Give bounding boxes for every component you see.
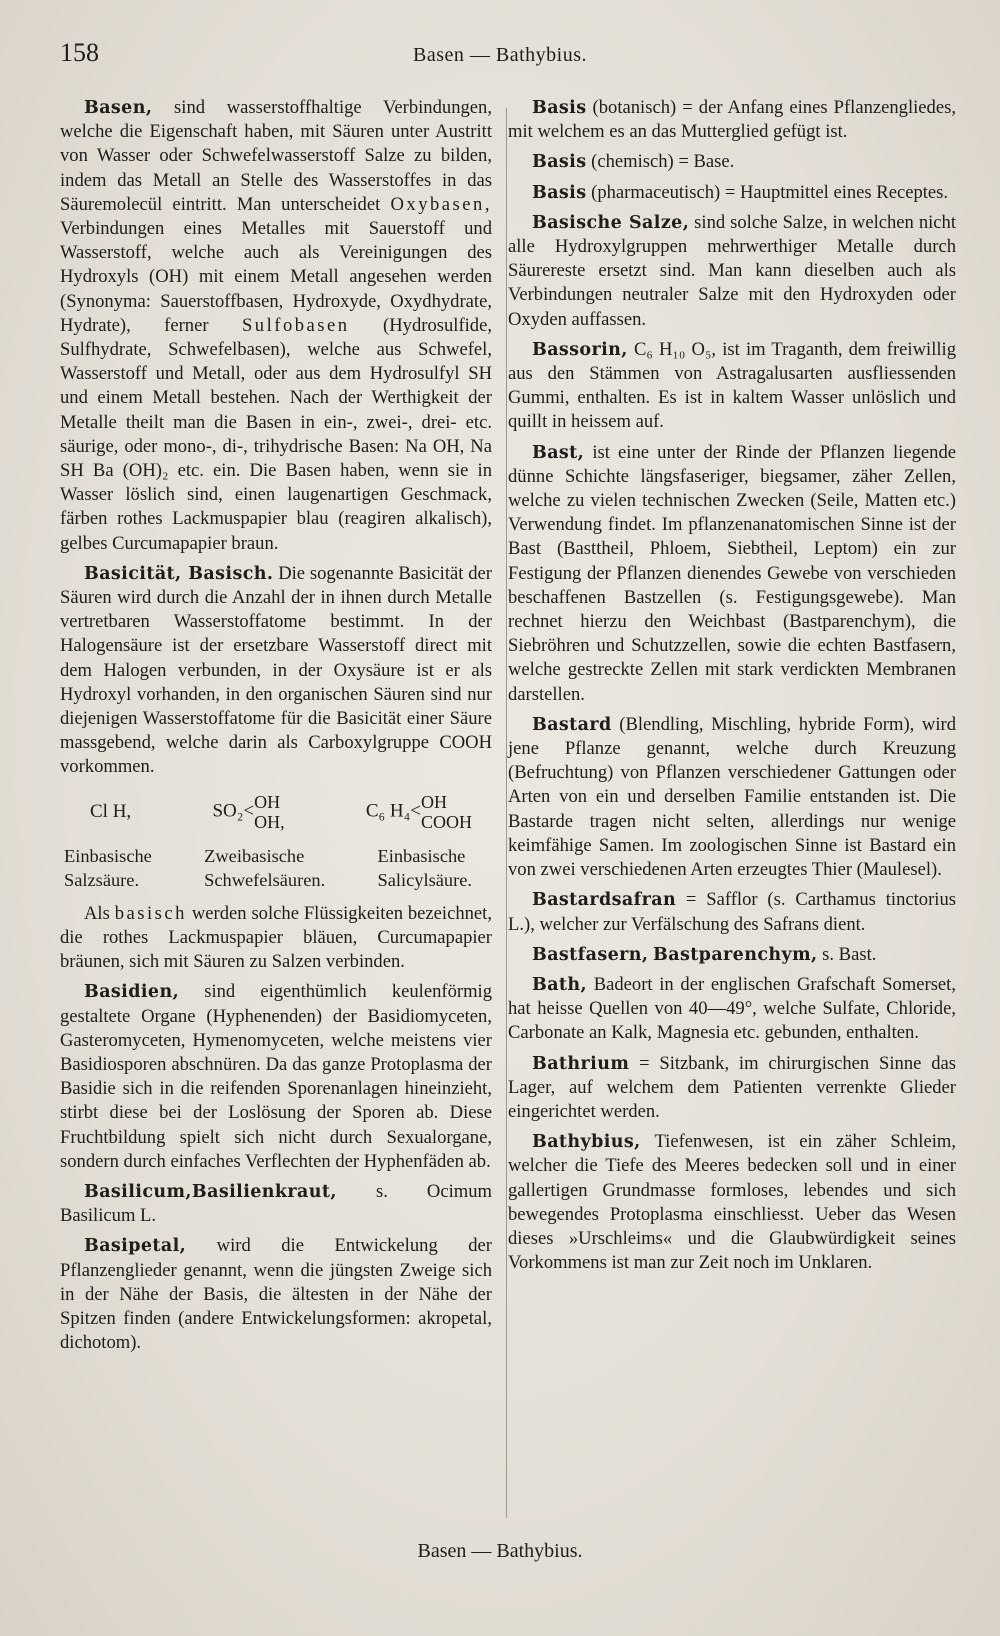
headword: Bastard: [532, 714, 612, 735]
running-foot: Basen — Bathybius.: [417, 1540, 583, 1562]
headword: Basis: [532, 98, 587, 118]
entry-bath: Bath, Badeort in der englischen Grafschaft Somerset, hat heisse Quellen von 40—49°, welche Sulfate, Chloride, Carbonate an Kalk, Magnesia etc. gebunden, enthalten.: [508, 973, 956, 1044]
spaced-term: Sulfobasen: [241, 314, 350, 336]
formula-row: [90, 788, 472, 836]
formula-sulfuric: SO₂< OH OH,: [212, 791, 285, 832]
left-column: [60, 96, 492, 1361]
entry-basidien: Basidien, sind eigenthümlich keulenförmig gestaltete Organe (Hyphenenden) der Basidiomyceten, Gasteromyceten, Hymenomyceten, welche meistens vier Basidiosporen abschnüren. Da das ganze Protoplasma der Basidie sich in die reifenden Sporenanlagen hineinzieht, stirbt diese bei der Loslösung der Sporen ab. Diese Fruchtbildung spielt sich nicht durch Sexualorgane, sondern durch einfaches Verflechten der Hyphenfäden ab.: [60, 981, 492, 1172]
headword: Basicität, Basisch.: [84, 563, 274, 584]
entry-basis-chemisch: Basis (chemisch) = Base.: [532, 151, 735, 173]
entry-bathybius: Bathybius, Tiefenwesen, ist ein zäher Schleim, welcher die Tiefe des Meeres bedecken soll und in einer gallertigen Grundmasse formloses, lebendes und sich bewegendes Protoplasma einschliesst. Ueber das Wesen dieses »Urschleims« und die Glaubwürdigkeit seines Vorkommens ist man zur Zeit noch im Unklaren.: [508, 1131, 956, 1274]
column-divider: [506, 108, 507, 1518]
running-head: Basen — Bathybius.: [413, 44, 587, 66]
headword: Basilicum,Basilienkraut,: [84, 1181, 337, 1202]
caption: Einbasische Salzsäure.: [64, 845, 152, 890]
entry-basis-botanisch: Basis (botanisch) = der Anfang eines Pflanzengliedes, mit welchem es an das Mutterglied gefügt ist.: [508, 97, 956, 143]
entry-basipetal: Basipetal, wird die Entwickelung der Pflanzenglieder genannt, wenn die jüngsten Zweige sich in der Nähe der Basis, die ältesten in der Nähe der Spitzen finden (andere Entwickelungsformen: akropetal, dichotom).: [60, 1235, 492, 1354]
entry-basicitaet: Basicität, Basisch. Die sogenannte Basicität der Säuren wird durch die Anzahl der in ihnen durch Metalle vertretbaren Wasserstoffatome bestimmt. In der Halogensäure ist der ersetzbare Wasserstoff direct mit dem Halogen verbunden, in der Oxysäure ist er als Hydroxyl vorhanden, in den organischen Säuren sind nur diejenigen Wasserstoffatome für die Basicität einer Säure massgebend, welche darin als Carboxylgruppe COOH vorkommen.: [60, 562, 492, 778]
page-number: 158: [60, 38, 99, 67]
entry-bastardsafran: Bastardsafran = Safflor (s. Carthamus tinctorius L.), welcher zur Verfälschung des Safrans dient.: [508, 889, 956, 935]
formula-captions: [64, 844, 472, 892]
entry-bastfasern: Bastfasern, Bastparenchym, s. Bast.: [532, 943, 877, 965]
paragraph-als-basisch: Als basisch werden solche Flüssigkeiten bezeichnet, die rothes Lackmuspapier bläuen, Curcumapapier bräunen, sich mit Säuren zu Salzen verbinden.: [60, 902, 492, 973]
entry-basen: Basen, sind wasserstoffhaltige Verbindungen, welche die Eigenschaft haben, mit Säuren unter Austritt von Wasser oder Schwefelwasserstoff Salze zu bilden, indem das Metall an Stelle des Wasserstoffes in das Säuremolecül eintritt. Man unterscheidet Oxybasen, Verbindungen eines Metalles mit Sauerstoff und Wasserstoff, welche auch als Vereinigungen des Hydroxyls (OH) mit einem Metall angesehen werden (Synonyma: Sauerstoffbasen, Hydroxyde, Oxydhydrate, Hydrate), ferner Sulfobasen (Hydrosulfide, Sulfhydrate, Schwefelbasen), welche aus Schwefel, Wasserstoff und Metall, oder aus dem Hydrosulfyl SH und einem Metall bestehen. Nach der Werthigkeit der Metalle theilt man die Basen in ein-, zwei-, drei- etc. säurige, oder mono-, di-, trihydrische Basen: Na OH, Na SH Ba (OH)₂ etc. ein. Die Basen haben, wenn sie in Wasser löslich sind, einen laugenartigen Geschmack, färben rothes Lackmuspapier blau (reagiren alkalisch), gelbes Curcumapapier braun.: [60, 97, 492, 554]
headword: Bassorin,: [532, 339, 628, 360]
headword: Basen,: [84, 98, 153, 118]
headword: Bath,: [532, 974, 588, 995]
headword: Bastardsafran: [532, 890, 677, 911]
headword: Basidien,: [84, 982, 180, 1003]
headword: Bastparenchym,: [653, 944, 818, 965]
headword: Bastfasern,: [532, 944, 649, 965]
entry-basis-pharmaceutisch: Basis (pharmaceutisch) = Hauptmittel eines Receptes.: [532, 181, 949, 203]
entry-basilicum: Basilicum,Basilienkraut, s. Ocimum Basilicum L.: [60, 1180, 492, 1227]
formula-salicylic: C₆ H₄< OH COOH: [365, 791, 472, 832]
headword: Bathrium: [532, 1053, 630, 1074]
entry-basische-salze: Basische Salze, sind solche Salze, in welchen nicht alle Hydroxylgruppen mehrwerthiger Metalle durch Säurereste ersetzt sind. Man kann dieselben auch als Verbindungen neutraler Salze mit den Hydroxyden oder Oxyden auffassen.: [508, 211, 956, 330]
entry-bast: Bast, ist eine unter der Rinde der Pflanzen liegende dünne Schichte längsfaseriger, biegsamer, zäher Zellen, welche zu vielen technischen Zwecken (Seile, Matten etc.) Verwendung findet. Im pflanzenanatomischen Sinne ist der Bast (Basttheil, Phloem, Siebtheil, Leptom) ein zur Festigung der Pflanzen dienendes Gewebe von verschieden beschaffenen Bastzellen (s. Festigungsgewebe). Man rechnet hierzu den Weichbast (Bastparenchym), die Siebröhren und Schutzzellen, sowie die echten Bastfasern, welche gestreckte Zellen mit stark verdickten Membranen darstellen.: [508, 441, 956, 705]
caption: Einbasische Salicylsäure.: [377, 845, 472, 890]
right-column: [508, 96, 956, 1281]
spaced-term: basisch: [114, 902, 187, 924]
headword: Bathybius,: [532, 1132, 641, 1153]
caption: Zweibasische Schwefelsäuren.: [204, 845, 326, 890]
headword: Basische Salze,: [532, 212, 690, 233]
entry-bassorin: Bassorin, C₆ H₁₀ O₅, ist im Traganth, dem freiwillig aus den Stämmen von Astragalusarten ausfliessenden Gummi, enthalten. Es ist in kaltem Wasser unlöslich und quillt in heissem auf.: [508, 338, 956, 433]
headword: Bast,: [532, 442, 585, 463]
headword: Basis: [532, 152, 587, 173]
headword: Basis: [532, 182, 587, 203]
headword: Basipetal,: [84, 1236, 187, 1257]
formula-hcl: Cl H,: [90, 800, 132, 822]
spaced-term: Oxybasen,: [390, 193, 492, 215]
entry-bastard: Bastard (Blendling, Mischling, hybride Form), wird jene Pflanze genannt, welche durch Kreuzung (Befruchtung) von Pflanzen verschiedener Gattungen oder Arten von ein und derselben Familie entstanden ist. Die Bastarde tragen nicht selten, allerdings nur wenige keimfähige Samen. Im zoologischen Sinne ist Bastard ein von zwei verschiedenen Arten erzeugtes Thier (Maulesel).: [508, 713, 956, 881]
entry-bathrium: Bathrium = Sitzbank, im chirurgischen Sinne das Lager, auf welchem dem Patienten verrenkte Glieder eingerichtet werden.: [508, 1052, 956, 1122]
